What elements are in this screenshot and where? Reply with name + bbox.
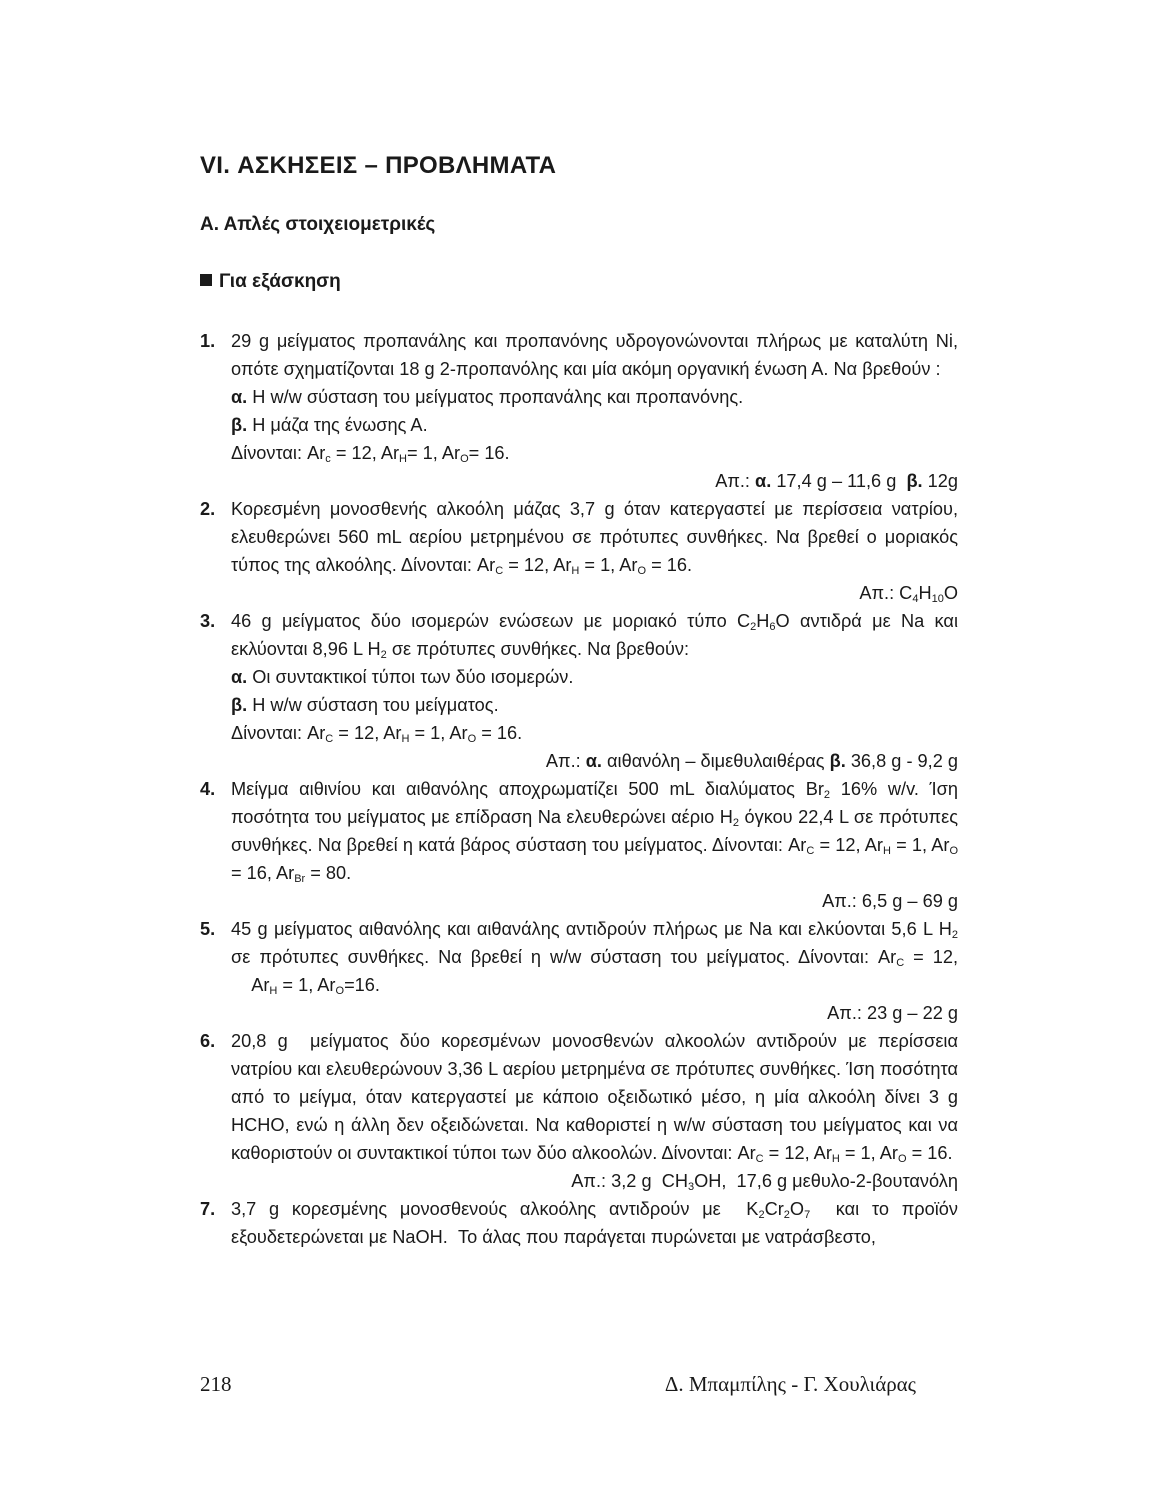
exercise-text: β. Η w/w σύσταση του μείγματος. bbox=[231, 695, 499, 715]
subsection-title: Για εξάσκηση bbox=[219, 271, 341, 292]
exercise-list bbox=[200, 327, 958, 1251]
exercise-number: 5. bbox=[200, 919, 216, 939]
exercise-item bbox=[200, 1027, 958, 1195]
exercise-text: Δίνονται: $Ar_c = 12$, $Ar_H= 1$, $Ar_O= 16$. bbox=[231, 443, 510, 465]
exercise-number: 4. bbox=[200, 779, 216, 799]
exercise-number: 6. bbox=[200, 1031, 216, 1051]
exercise-answer: Απ.: 23 g – 22 g bbox=[827, 1003, 958, 1023]
exercise-number: 3. bbox=[200, 611, 216, 631]
chapter-title: VI. ΑΣΚΗΣΕΙΣ – ΠΡΟΒΛΗΜΑΤΑ bbox=[200, 152, 557, 179]
exercise-text: α. Η w/w σύσταση του μείγματος προπανάλης και προπανόνης. bbox=[231, 387, 744, 407]
exercise-answer: Απ.: α. 17,4 g – 11,6 g β. 12g bbox=[715, 471, 958, 491]
square-bullet-icon bbox=[200, 274, 212, 286]
subsection-heading bbox=[200, 271, 341, 293]
exercise-text: Μείγμα αιθινίου και αιθανόλης αποχρωματίζει 500 mL διαλύματος $Br_2$ 16% w/v. Ίση ποσότητα του μείγματος με επίδραση Na ελευθερώνει αέριο $H_2$ όγκου 22,4 L σε πρότυπες συνθήκες. Να βρεθεί η κατά βάρος σύσταση του μείγματος. Δίνονται: $Ar_C = 12$, $Ar_H = 1$, $Ar_O = 16$, $Ar_{Br} = 80$. bbox=[231, 779, 958, 885]
section-title: Α. Απλές στοιχειομετρικές bbox=[200, 214, 436, 235]
exercise-text: 20,8 g μείγματος δύο κορεσμένων μονοσθενών αλκοολών αντιδρούν με περίσσεια νατρίου και ελευθερώνουν 3,36 L αερίου μετρημένα σε πρότυπες συνθήκες. Ίση ποσότητα από το μείγμα, όταν κατεργαστεί με κάποιο οξειδωτικό μέσο, η μία αλκοόλη δίνει 3 g HCHO, ενώ η άλλη δεν οξειδώνεται. Να καθοριστεί η w/w σύσταση του μείγματος και να καθοριστούν οι συντακτικοί τύποι των δύο αλκοολών. Δίνονται: $Ar_C = 12$, $Ar_H = 1$, $Ar_O = 16$. bbox=[231, 1031, 958, 1165]
exercise-answer: Απ.: α. αιθανόλη – διμεθυλαιθέρας β. 36,8 g - 9,2 g bbox=[545, 751, 958, 771]
exercise-text: Δίνονται: $Ar_C = 12$, $Ar_H = 1$, $Ar_O = 16$. bbox=[231, 723, 523, 745]
exercise-text: β. Η μάζα της ένωσης Α. bbox=[231, 415, 428, 435]
exercise-item bbox=[200, 607, 958, 775]
exercise-text: α. Οι συντακτικοί τύποι των δύο ισομερών. bbox=[231, 667, 574, 687]
exercise-item bbox=[200, 775, 958, 915]
exercise-text: 45 g μείγματος αιθανόλης και αιθανάλης αντιδρούν πλήρως με Na και ελκύονται 5,6 L $H_2$ σε πρότυπες συνθήκες. Να βρεθεί η w/w σύσταση του μείγματος. Δίνονται: $Ar_C = 12$, $Ar_H = 1$, $Ar_O=16$. bbox=[231, 919, 959, 997]
exercise-answer: Απ.: $C_4H_{10}O$ bbox=[859, 583, 958, 605]
exercise-item bbox=[200, 1195, 958, 1251]
exercise-number: 1. bbox=[200, 331, 216, 351]
exercise-number: 7. bbox=[200, 1199, 216, 1219]
exercise-text: 29 g μείγματος προπανάλης και προπανόνης υδρογονώνονται πλήρως με καταλύτη Ni, οπότε σχηματίζονται 18 g 2-προπανόλης και μία ακόμη οργανική ένωση Α. Να βρεθούν : bbox=[231, 331, 958, 379]
exercise-text: Κορεσμένη μονοσθενής αλκοόλη μάζας 3,7 g όταν κατεργαστεί με περίσσεια νατρίου, ελευθερώνει 560 mL αερίου μετρημένου σε πρότυπες συνθήκες. Να βρεθεί ο μοριακός τύπος της αλκοόλης. Δίνονται: $Ar_C = 12$, $Ar_H = 1$, $Ar_O = 16$. bbox=[231, 499, 958, 577]
exercise-text: 46 g μείγματος δύο ισομερών ενώσεων με μοριακό τύπο $C_2H_6O$ αντιδρά με Na και εκλύονται 8,96 L $H_2$ σε πρότυπες συνθήκες. Να βρεθούν: bbox=[231, 611, 958, 661]
exercise-item bbox=[200, 495, 958, 607]
exercise-item bbox=[200, 915, 958, 1027]
exercise-answer: Απ.: 3,2 g $CH_3OH$, 17,6 g μεθυλο-2-βουτανόλη bbox=[571, 1171, 958, 1193]
page-number: 218 bbox=[200, 1372, 232, 1396]
exercise-text: 3,7 g κορεσμένης μονοσθενούς αλκοόλης αντιδρούν με $K_2Cr_2O_7$ και το προϊόν εξουδετερώνεται με NaOH. Το άλας που παράγεται πυρώνεται με νατράσβεστο, bbox=[231, 1199, 958, 1247]
exercise-answer: Απ.: 6,5 g – 69 g bbox=[822, 891, 958, 911]
exercise-item bbox=[200, 327, 958, 495]
exercise-number: 2. bbox=[200, 499, 216, 519]
footer-authors: Δ. Μπαμπίλης - Γ. Χουλιάρας bbox=[664, 1372, 916, 1396]
